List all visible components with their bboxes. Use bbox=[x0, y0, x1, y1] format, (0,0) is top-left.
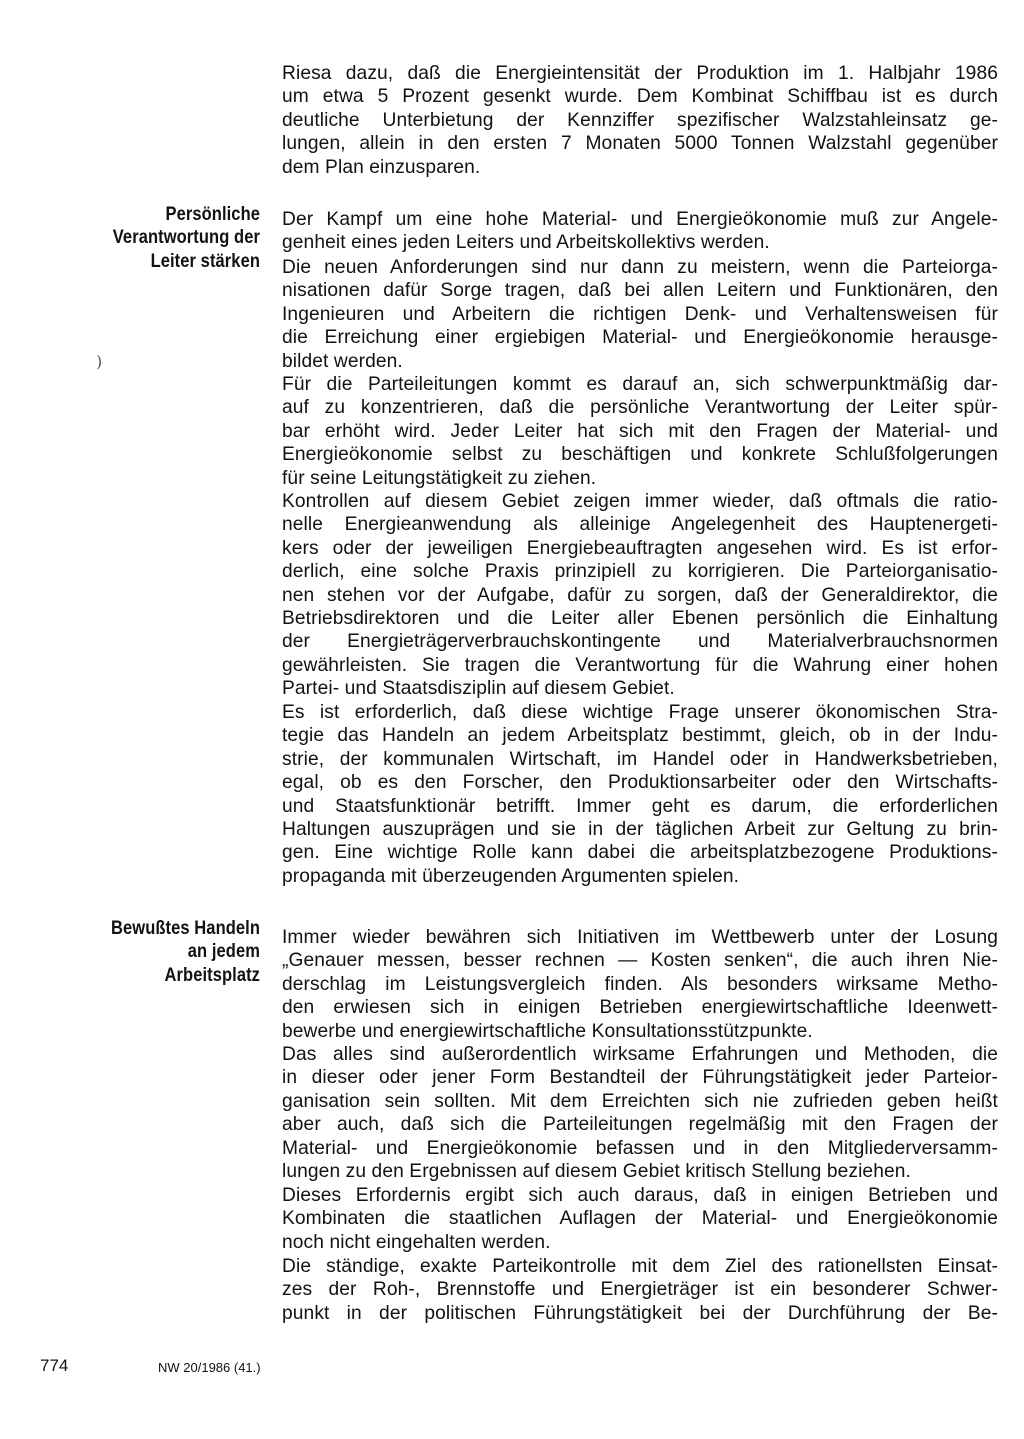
text-line: noch nicht eingehalten werden. bbox=[282, 1231, 551, 1253]
text-line: lungen, allein in den ersten 7 Monaten 5000 Tonnen Walzstahl gegenüber bbox=[282, 133, 998, 155]
text-line: Es ist erforderlich, daß diese wichtige Frage unserer ökonomischen Stra- bbox=[282, 702, 998, 723]
paragraph-4 bbox=[282, 490, 998, 701]
text-line: Der Kampf um eine hohe Material- und Energieökonomie muß zur Angele- bbox=[282, 209, 998, 230]
text-line: Ingenieuren und Arbeitern die richtigen Denk- und Verhaltensweisen für bbox=[282, 303, 998, 325]
text-line: der Energieträgerverbrauchskontingente und Materialverbrauchsnormen bbox=[282, 631, 998, 653]
text-line: gen. Eine wichtige Rolle kann dabei die arbeitsplatzbezogene Produktions- bbox=[282, 842, 998, 864]
side-heading-line: Leiter stärken bbox=[150, 250, 260, 272]
text-line: Betriebsdirektoren und die Leiter aller Ebenen persönlich die Einhaltung bbox=[282, 607, 998, 629]
margin-pencil-mark: ) bbox=[96, 352, 103, 371]
text-line: genheit eines jeden Leiters und Arbeitskollektivs werden. bbox=[282, 232, 770, 254]
text-line: strie, der kommunalen Wirtschaft, im Handel oder in Handwerksbetrieben, bbox=[282, 748, 998, 770]
text-line: Für die Parteileitungen kommt es darauf an, sich schwerpunktmäßig dar- bbox=[282, 374, 998, 395]
text-line: zes der Roh-, Brennstoffe und Energieträger ist ein besonderer Schwer- bbox=[282, 1279, 998, 1301]
side-heading-conscious-action bbox=[40, 917, 260, 987]
text-line: punkt in der politischen Führungstätigkeit bei der Durchführung der Be- bbox=[282, 1302, 998, 1324]
text-line: Energieökonomie selbst zu beschäftigen und konkrete Schlußfolgerungen bbox=[282, 444, 998, 466]
text-line: Das alles sind außerordentlich wirksame Erfahrungen und Methoden, die bbox=[282, 1044, 998, 1065]
text-line: Dieses Erfordernis ergibt sich auch daraus, daß in einigen Betrieben und bbox=[282, 1185, 998, 1206]
text-line: „Genauer messen, besser rechnen — Kosten senken“, die auch ihren Nie- bbox=[282, 950, 998, 972]
paragraph-9 bbox=[282, 1255, 998, 1325]
text-line: den erwiesen sich in einigen Betrieben energiewirtschaftliche Ideenwett- bbox=[282, 997, 998, 1019]
side-heading-line: Verantwortung der bbox=[112, 227, 260, 249]
text-line: für seine Leitungstätigkeit zu ziehen. bbox=[282, 467, 597, 489]
text-line: Material- und Energieökonomie befassen und in den Mitgliederversamm- bbox=[282, 1137, 998, 1159]
text-line: aber auch, daß sich die Parteileitungen regelmäßig mit den Fragen der bbox=[282, 1114, 998, 1136]
text-line: Immer wieder bewähren sich Initiativen im Wettbewerb unter der Losung bbox=[282, 927, 998, 948]
side-heading-line: Bewußtes Handeln bbox=[111, 918, 260, 939]
text-line: deutliche Unterbietung der Kennziffer spezifischer Walzstahleinsatz ge- bbox=[282, 109, 998, 131]
paragraph-0 bbox=[282, 62, 998, 179]
side-heading-line: an jedem bbox=[187, 941, 260, 963]
paragraph-8 bbox=[282, 1184, 998, 1254]
text-line: bildet werden. bbox=[282, 350, 403, 372]
paragraph-2 bbox=[282, 256, 998, 373]
side-heading-line: Persönliche bbox=[165, 204, 260, 225]
publication-reference: NW 20/1986 (41.) bbox=[158, 1360, 261, 1375]
text-line: nisationen dafür Sorge tragen, daß bei allen Leitern und Funktionären, den bbox=[282, 280, 998, 302]
text-line: bar erhöht wird. Jeder Leiter hat sich mit den Fragen der Material- und bbox=[282, 420, 998, 442]
text-line: Partei- und Staatsdisziplin auf diesem Gebiet. bbox=[282, 678, 675, 700]
text-line: auf zu konzentrieren, daß die persönliche Verantwortung der Leiter spür- bbox=[282, 397, 998, 419]
paragraph-6 bbox=[282, 926, 998, 1043]
text-line: derschlag im Leistungsvergleich finden. Als besonders wirksame Metho- bbox=[282, 973, 998, 995]
text-line: Kombinaten die staatlichen Auflagen der Material- und Energieökonomie bbox=[282, 1208, 998, 1230]
paragraph-5 bbox=[282, 701, 998, 888]
text-line: nelle Energieanwendung als alleinige Angelegenheit des Hauptenergeti- bbox=[282, 514, 998, 536]
paragraph-1 bbox=[282, 208, 998, 255]
paragraph-7 bbox=[282, 1043, 998, 1183]
text-line: Kontrollen auf diesem Gebiet zeigen immer wieder, daß oftmals die ratio- bbox=[282, 491, 998, 512]
text-line: Die ständige, exakte Parteikontrolle mit dem Ziel des rationellsten Einsat- bbox=[282, 1256, 998, 1277]
text-line: tegie das Handeln an jedem Arbeitsplatz bestimmt, gleich, ob in der Indu- bbox=[282, 725, 998, 747]
text-line: Die neuen Anforderungen sind nur dann zu meistern, wenn die Parteiorga- bbox=[282, 257, 998, 278]
text-line: bewerbe und energiewirtschaftliche Konsultationsstützpunkte. bbox=[282, 1020, 813, 1042]
page-number: 774 bbox=[40, 1356, 69, 1375]
text-line: nen stehen vor der Aufgabe, dafür zu sorgen, daß der Generaldirektor, die bbox=[282, 584, 998, 606]
text-line: propaganda mit überzeugenden Argumenten spielen. bbox=[282, 865, 740, 887]
text-line: die Erreichung einer ergiebigen Material- und Energieökonomie herausge- bbox=[282, 327, 998, 349]
text-line: Haltungen auszuprägen und sie in der täglichen Arbeit zur Geltung zu brin- bbox=[282, 818, 998, 840]
text-line: gewährleisten. Sie tragen die Verantwortung für die Wahrung einer hohen bbox=[282, 654, 998, 676]
text-line: ganisation sein sollten. Mit dem Erreichten sich nie zufrieden geben heißt bbox=[282, 1090, 998, 1112]
text-line: und Staatsfunktionär betrifft. Immer geht es darum, die erforderlichen bbox=[282, 795, 998, 817]
text-line: um etwa 5 Prozent gesenkt wurde. Dem Kombinat Schiffbau ist es durch bbox=[282, 86, 998, 108]
side-heading-line: Arbeitsplatz bbox=[164, 964, 260, 986]
text-line: kers oder der jeweiligen Energiebeauftragten angesehen wird. Es ist erfor- bbox=[282, 537, 998, 559]
paragraph-3 bbox=[282, 373, 998, 490]
text-line: in dieser oder jener Form Bestandteil der Führungstätigkeit jeder Parteior- bbox=[282, 1067, 998, 1089]
text-line: Riesa dazu, daß die Energieintensität der Produktion im 1. Halbjahr 1986 bbox=[282, 63, 998, 84]
side-heading-personal-responsibility bbox=[40, 203, 260, 273]
text-line: lungen zu den Ergebnissen auf diesem Gebiet kritisch Stellung beziehen. bbox=[282, 1160, 911, 1182]
text-line: egal, ob es den Forscher, den Produktionsarbeiter oder den Wirtschafts- bbox=[282, 772, 998, 794]
text-line: derlich, eine solche Praxis prinzipiell zu korrigieren. Die Parteiorganisatio- bbox=[282, 561, 998, 583]
text-line: dem Plan einzusparen. bbox=[282, 156, 481, 178]
